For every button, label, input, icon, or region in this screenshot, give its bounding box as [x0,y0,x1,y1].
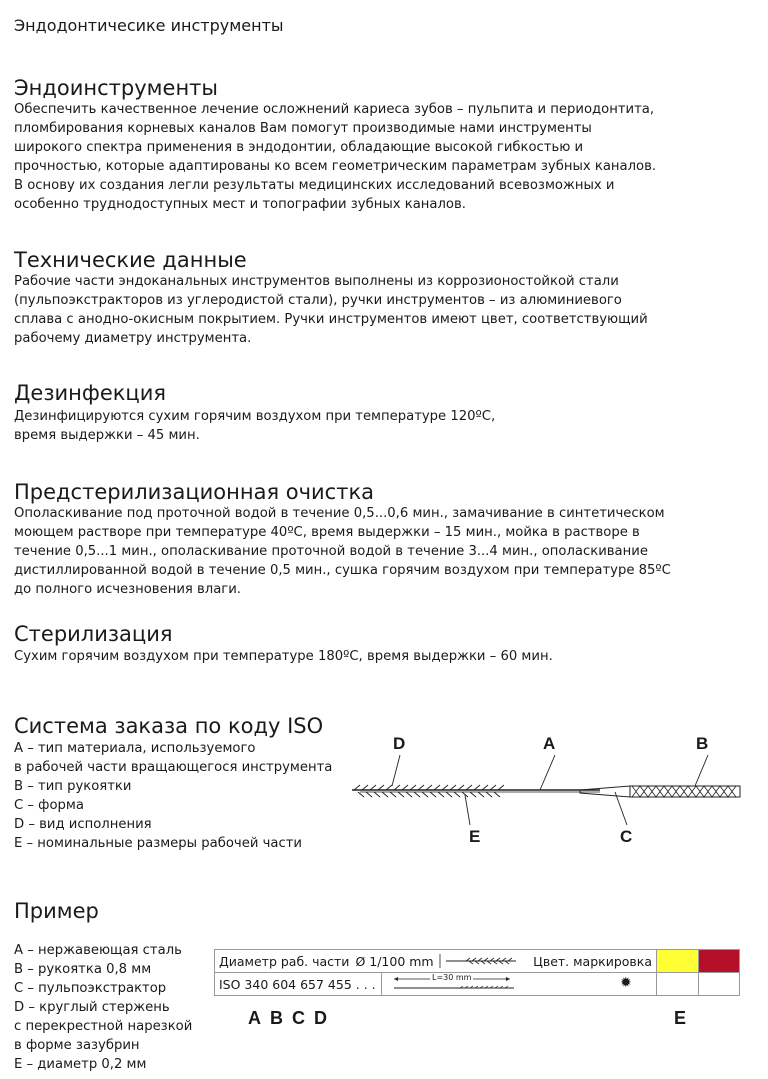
example-legend-line: А – нержавеющая сталь [14,943,182,958]
iso-legend-line: С – форма [14,798,84,813]
paragraph-line: прочностью, которые адаптированы ко всем геометрическим параметрам зубных каналов. [14,159,657,174]
color-swatch-yellow [657,950,699,973]
iso-legend-line: в рабочей части вращающегося инструмента [14,760,333,775]
paragraph-line: дистиллированной водой в течение 0,5 мин., сушка горячим воздухом при температуре 85ºС [14,563,671,578]
example-legend-line: С – пульпоэкстрактор [14,981,167,996]
section-body-sterilization [14,647,654,666]
code-letter-b: B [270,1008,283,1028]
diagram-label-d: D [393,734,406,753]
color-swatch-red [699,950,740,973]
small-instrument-icon [438,952,528,970]
example-legend-line: с перекрестной нарезкой [14,1019,193,1034]
red-swatch [699,950,739,972]
section-heading-endoinstruments: Эндоинструменты [14,76,218,100]
length-label: L=30 mm [432,973,472,982]
table-row [215,973,740,996]
example-legend-line: В – рукоятка 0,8 мм [14,962,152,977]
diagram-label-e: E [469,827,481,846]
color-marking-label: Цвет. маркировка [533,953,652,969]
iso-legend-line: Е – номинальные размеры рабочей части [14,836,302,851]
paragraph-line: рабочему диаметру инструмента. [14,331,252,346]
paragraph-line: широкого спектра применения в эндодонтии, обладающие высокой гибкостью и [14,140,584,155]
code-letter-c: C [292,1008,305,1028]
diagram-label-a: A [543,734,556,753]
iso-legend-line: А – тип материала, используемого [14,741,256,756]
example-legend-line: в форме зазубрин [14,1038,140,1053]
pulp-extractor-drawing [340,750,750,830]
paragraph-line: время выдержки – 45 мин. [14,428,200,443]
iso-legend-line: D – вид исполнения [14,817,152,832]
paragraph-line: В основу их создания легли результаты медицинских исследований всевозможных и [14,178,615,193]
table-row [215,950,740,973]
paragraph-line: (пульпоэкстракторов из углеродистой стали), ручки инструментов – из алюминиевого [14,293,622,308]
empty-cell [657,973,699,996]
code-letter-e: E [674,1008,687,1028]
section-heading-presterilization: Предстерилизационная очистка [14,480,375,504]
example-legend-line: D – круглый стержень [14,1000,170,1015]
section-heading-iso-order: Система заказа по коду ISO [14,714,324,738]
section-heading-technical-data: Технические данные [14,248,247,272]
code-letter-d: D [314,1008,327,1028]
iso-legend-line: В – тип рукоятки [14,779,132,794]
paragraph-line: Дезинфицируются сухим горячим воздухом при температуре 120ºС, [14,409,496,424]
paragraph-line: Рабочие части эндоканальных инструментов выполнены из коррозионостойкой стали [14,274,619,289]
example-spec-table [214,949,740,996]
paragraph-line: Ополаскивание под проточной водой в течение 0,5...0,6 мин., замачивание в синтетическом [14,506,665,521]
paragraph-line: пломбирования корневых каналов Вам помогут производимые нами инструменты [14,121,592,136]
iso-code: ISO 340 604 657 455 . . . [219,976,376,992]
empty-cell [699,973,740,996]
document-title: Эндодонтичесике инструменты [14,16,284,35]
paragraph-line: особенно труднодоступных мест и топографии зубных каналов. [14,197,466,212]
iso-legend [14,739,332,853]
section-heading-sterilization: Стерилизация [14,622,173,646]
paragraph-line: Обеспечить качественное лечение осложнений кариеса зубов – пульпита и периодонтита, [14,102,655,117]
length-cell [382,973,657,996]
section-heading-example: Пример [14,899,99,923]
paragraph-line: сплава с анодно-окисным покрытием. Ручки инструментов имеют цвет, соответствующий [14,312,648,327]
yellow-swatch [657,950,698,972]
section-body-presterilization [14,504,671,599]
paragraph-line: Сухим горячим воздухом при температуре 180ºС, время выдержки – 60 мин. [14,649,553,664]
diagram-label-c: C [620,827,633,846]
diameter-value: Ø 1/100 mm [355,953,434,969]
diameter-label: Диаметр раб. части [219,953,350,969]
example-legend [14,941,192,1074]
section-heading-disinfection: Дезинфекция [14,381,167,405]
marker-symbol: ✹ [620,975,632,991]
code-letter-a: A [248,1008,261,1028]
paragraph-line: до полного исчезновения влаги. [14,582,241,597]
section-body-endoinstruments [14,100,657,214]
iso-code-cell [215,973,382,996]
section-body-disinfection [14,407,654,445]
paragraph-line: течение 0,5...1 мин., ополаскивание проточной водой в течение 3...4 мин., ополаскивание [14,544,648,559]
diagram-label-b: B [696,734,709,753]
example-legend-line: Е – диаметр 0,2 мм [14,1057,147,1072]
paragraph-line: моющем растворе при температуре 40ºС, время выдержки – 15 мин., мойка в растворе в [14,525,640,540]
code-letters [248,1008,336,1029]
spec-cell-diameter [215,950,657,973]
section-body-technical-data [14,272,654,348]
